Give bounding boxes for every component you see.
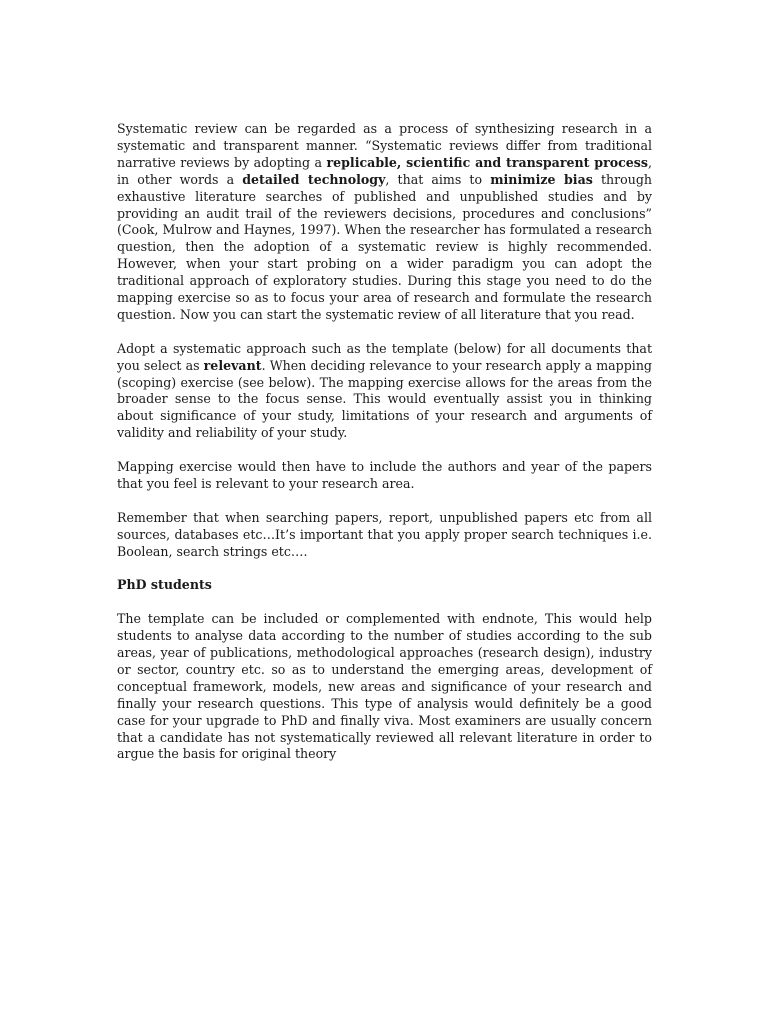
paragraph-text: through exhaustive literature searches of published and unpublished studies and by providing an audit trail of the reviewers decisions, procedures and conclusions” (Cook, Mulrow and Haynes, 1997). When the researcher has formulated a research question, then the adoption of a systematic review is highly recommended. However, when your start probing on a wider paradigm you can adopt the traditional approach of exploratory studies. During this stage you need to do the mapping exercise so as to focus your area of research and formulate the research question. Now you can start the systematic review of all literature that you read. [117, 171, 653, 322]
bold-phrase: minimize bias [490, 171, 593, 187]
paragraph-template-endnote: The template can be included or complemented with endnote, This would help students to analyse data according to the number of studies according to the sub areas, year of publications, methodological approaches (research design), industry or sector, country etc. so as to understand the emerging areas, development of conceptual framework, models, new areas and significance of your research and finally your research questions. This type of analysis would definitely be a good case for your upgrade to PhD and finally viva. Most examiners are usually concern that a candidate has not systematically reviewed all relevant literature in order to argue the basis for original theory [117, 611, 652, 762]
document-page [117, 121, 652, 780]
paragraph-systematic-approach [117, 341, 652, 442]
bold-phrase: relevant [203, 357, 262, 373]
bold-phrase: replicable, scientific and transparent process [326, 154, 648, 170]
paragraph-text: Systematic review can be regarded as a process of synthesizing research in a systematic and transparent manner. “Systematic reviews differ from traditional narrative reviews by adopting a [117, 121, 652, 170]
paragraph-text: Adopt a systematic approach such as the template (below) for all documents that you select as [117, 340, 652, 373]
bold-phrase: detailed technology [242, 171, 386, 187]
paragraph-systematic-review [117, 121, 652, 324]
paragraph-text: , that aims to [385, 171, 491, 187]
section-heading-phd-students: PhD students [117, 577, 212, 593]
paragraph-text: . When deciding relevance to your research apply a mapping (scoping) exercise (see below). The mapping exercise allows for the areas from the broader sense to the focus sense. This would eventually assist you in thinking about significance of your study, limitations of your research and arguments of validity and reliability of your study. [117, 357, 652, 441]
paragraph-text: , in other words a [117, 154, 652, 187]
paragraph-search-techniques: Remember that when searching papers, report, unpublished papers etc from all sources, databases etc…It’s important that you apply proper search techniques i.e. Boolean, search strings etc…. [117, 509, 652, 559]
paragraph-mapping-exercise: Mapping exercise would then have to include the authors and year of the papers that you feel is relevant to your research area. [117, 459, 652, 491]
